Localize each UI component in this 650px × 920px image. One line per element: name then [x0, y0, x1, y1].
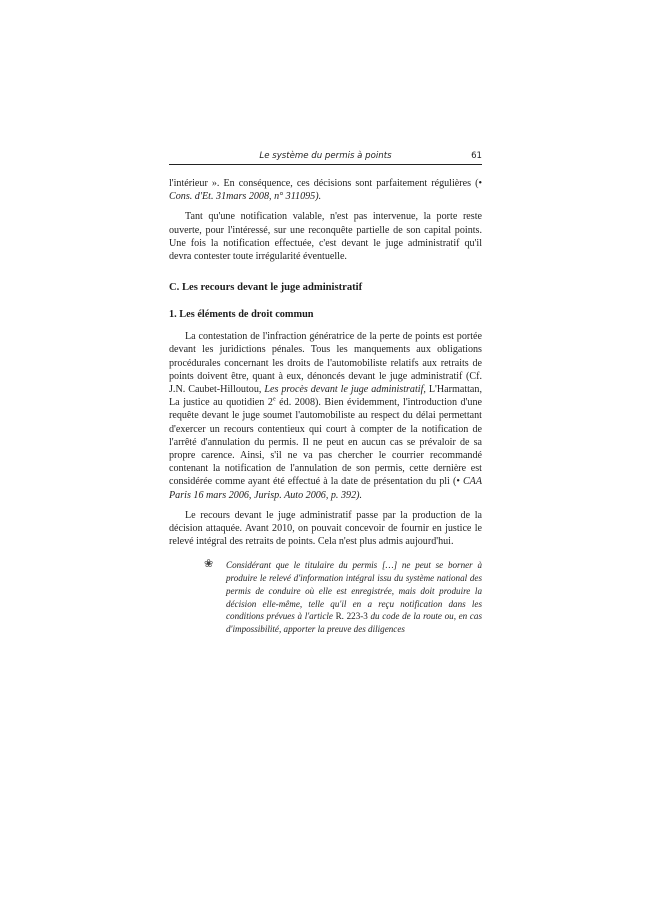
edition-superscript: e: [272, 396, 276, 403]
running-header: [169, 150, 482, 165]
running-title: Le système du permis à points: [259, 151, 392, 161]
paragraph-3-text-b: L'Harmattan, La justice au quotidien 2: [169, 384, 482, 409]
page-number: 61: [471, 151, 482, 161]
paragraph-4: Le recours devant le juge administratif passe par la production de la décision attaquée. Avant 2010, on pouvait concevoir de fournir en justice le relevé intégral des retraits de points. Cela n'est plus admis aujourd'hui.: [169, 509, 482, 548]
paragraph-1-text: l'intérieur ». En conséquence, ces décisions sont parfaitement régulières (: [169, 178, 479, 189]
paragraph-3-text-c: éd. 2008). Bien évidemment, l'introduction d'une requête devant le juge soumet l'automobiliste au respect du délai permettant d'exercer un recours contentieux qui court à compter de la notification de l'arrêté d'annulation du permis. Il ne peut en aucun cas se prévaloir de sa propre carence. Ainsi, s'il ne va pas chercher le courrier recommandé contenant la notification de l'annulation de son permis, cette dernière est considérée comme ayant été effectué à la date de présentation du pli (: [169, 397, 482, 488]
section-heading: C. Les recours devant le juge administratif: [169, 282, 363, 294]
subsection-heading: 1. Les éléments de droit commun: [169, 309, 314, 321]
case-citation-1: Cons. d'Et. 31mars 2008, n° 311095).: [169, 191, 322, 203]
book-page: [169, 150, 482, 636]
quote-text-a: Considérant que le titulaire du permis […] ne peut se borner à produire le relevé d'information intégral issu du système national des permis de conduire où elle est enregistrée, mais doit produire la décision elle-même, telle qu'il en a reçu notification dans les conditions prévues à l'article: [226, 560, 482, 622]
flower-icon: ❀: [204, 558, 214, 571]
quote-text: [226, 559, 482, 635]
paragraph-1: [169, 177, 482, 203]
article-reference: R. 223-3: [335, 611, 368, 622]
case-citation-2: CAA Paris 16 mars 2006, Jurisp. Auto 2006, p. 392).: [169, 476, 483, 501]
citation-bullet: •: [478, 178, 482, 189]
paragraph-3-text-a: La contestation de l'infraction génératrice de la perte de points est portée devant les juridictions pénales. Tous les manquements aux obligations procédurales concernant les droits de l'automobiliste relatifs aux retraits de points doivent être, quant à eux, dénoncés devant le juge administratif (Cf. J.N. Caubet-Hilloutou,: [169, 331, 482, 396]
paragraph-3: [169, 330, 482, 502]
book-title: Les procès devant le juge administratif,: [264, 384, 426, 396]
citation-bullet: •: [456, 476, 460, 488]
jurisprudence-quote: [169, 559, 482, 635]
paragraph-2: Tant qu'une notification valable, n'est pas intervenue, la porte reste ouverte, pour l'intéressé, sur une reconquête partielle de son capital points. Une fois la notification effectuée, c'est devant le juge administratif qu'il devra contester toute irrégularité éventuelle.: [169, 211, 482, 263]
quote-text-b: du code de la route ou, en cas d'impossibilité, apporter la preuve des diligences: [226, 611, 482, 634]
body-text: [169, 177, 482, 636]
